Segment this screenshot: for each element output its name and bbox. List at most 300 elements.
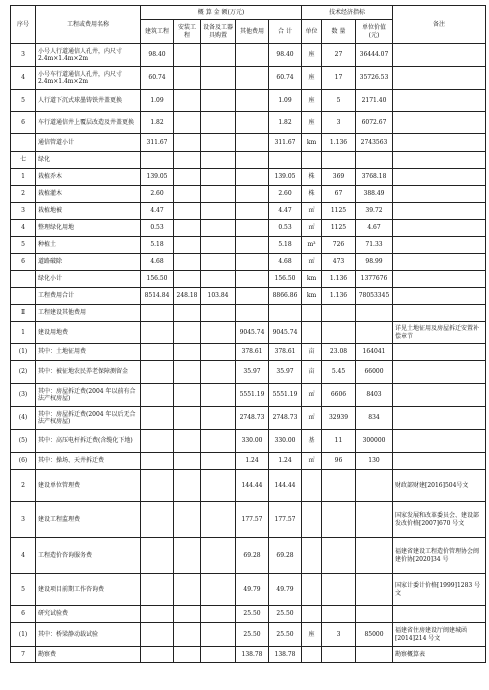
row-name: 整理绿化用地: [36, 220, 141, 237]
row-other: 138.78: [236, 647, 269, 663]
row-remark: [393, 112, 486, 134]
row-other: 378.61: [236, 344, 269, 361]
row-install: [174, 90, 201, 112]
row-remark: [393, 203, 486, 220]
row-install: [174, 470, 201, 502]
row-other: 5551.19: [236, 384, 269, 407]
row-unit: 座: [302, 44, 322, 67]
table-row: [11, 254, 486, 271]
row-qty: [322, 574, 356, 606]
row-name: 小号车行道通信人孔井，内尺寸 2.4m×1.4m×2m: [36, 67, 141, 90]
row-remark: [393, 44, 486, 67]
row-total: 4.47: [269, 203, 302, 220]
row-seq: 4: [11, 538, 36, 574]
row-other: 2748.73: [236, 407, 269, 430]
row-remark: 勘察概算表: [393, 647, 486, 663]
row-name: 小号人行道通信人孔井，内尺寸 2.4m×1.4m×2m: [36, 44, 141, 67]
row-total: 4.68: [269, 254, 302, 271]
row-other: 69.28: [236, 538, 269, 574]
row-other: 330.00: [236, 430, 269, 453]
row-name: 研究试验费: [36, 606, 141, 623]
row-build: [141, 384, 174, 407]
header-install: 安装工程: [174, 20, 201, 44]
row-equip: [201, 384, 236, 407]
row-other: [236, 90, 269, 112]
row-uprice: [356, 574, 393, 606]
row-install: [174, 152, 201, 169]
row-install: 248.18: [174, 288, 201, 305]
row-qty: [322, 606, 356, 623]
row-total: 5551.19: [269, 384, 302, 407]
row-total: 5.18: [269, 237, 302, 254]
row-qty: 1.136: [322, 134, 356, 152]
row-remark: [393, 134, 486, 152]
row-build: 139.05: [141, 169, 174, 186]
row-qty: [322, 152, 356, 169]
row-uprice: 4.67: [356, 220, 393, 237]
row-install: [174, 538, 201, 574]
row-unit: [302, 305, 322, 322]
row-equip: [201, 203, 236, 220]
row-seq: 5: [11, 237, 36, 254]
table-body: [11, 44, 486, 663]
row-install: [174, 384, 201, 407]
row-uprice: 164041: [356, 344, 393, 361]
row-install: [174, 502, 201, 538]
row-unit: ㎡: [302, 203, 322, 220]
row-remark: [393, 152, 486, 169]
row-uprice: 35726.53: [356, 67, 393, 90]
row-build: 1.82: [141, 112, 174, 134]
row-total: 378.61: [269, 344, 302, 361]
row-name: 其中：高压电杆拆迁费(含缆化下地): [36, 430, 141, 453]
row-qty: 1125: [322, 220, 356, 237]
row-equip: [201, 453, 236, 470]
row-uprice: 85000: [356, 623, 393, 647]
row-name: 建设单位管理费: [36, 470, 141, 502]
row-other: [236, 305, 269, 322]
row-other: [236, 186, 269, 203]
row-total: 311.67: [269, 134, 302, 152]
row-build: 1.09: [141, 90, 174, 112]
row-uprice: 1377676: [356, 271, 393, 288]
table-row: [11, 288, 486, 305]
row-other: [236, 254, 269, 271]
row-uprice: [356, 538, 393, 574]
row-seq: [11, 134, 36, 152]
row-install: [174, 112, 201, 134]
row-qty: [322, 647, 356, 663]
row-other: [236, 67, 269, 90]
row-install: [174, 186, 201, 203]
row-qty: 67: [322, 186, 356, 203]
row-other: 1.24: [236, 453, 269, 470]
row-other: 25.50: [236, 623, 269, 647]
row-seq: 7: [11, 647, 36, 663]
row-qty: [322, 502, 356, 538]
row-equip: [201, 574, 236, 606]
row-name: 勘察费: [36, 647, 141, 663]
row-name: 工程建设其他费用: [36, 305, 141, 322]
row-unit: m³: [302, 237, 322, 254]
row-equip: [201, 271, 236, 288]
row-build: 4.47: [141, 203, 174, 220]
table-row: [11, 90, 486, 112]
header-qty: 数 量: [322, 20, 356, 44]
row-uprice: 834: [356, 407, 393, 430]
header-build: 建筑工程: [141, 20, 174, 44]
row-uprice: [356, 470, 393, 502]
row-install: [174, 271, 201, 288]
row-seq: (1): [11, 623, 36, 647]
row-name: 工程费用合计: [36, 288, 141, 305]
row-build: [141, 361, 174, 384]
row-total: 138.78: [269, 647, 302, 663]
row-remark: [393, 430, 486, 453]
table-row: [11, 470, 486, 502]
row-total: 1.24: [269, 453, 302, 470]
row-qty: 473: [322, 254, 356, 271]
row-install: [174, 237, 201, 254]
row-install: [174, 220, 201, 237]
row-qty: 17: [322, 67, 356, 90]
row-other: [236, 112, 269, 134]
row-unit: 座: [302, 90, 322, 112]
row-unit: km: [302, 288, 322, 305]
row-remark: [393, 407, 486, 430]
header-seq: 序号: [11, 6, 36, 44]
row-uprice: [356, 606, 393, 623]
row-build: [141, 305, 174, 322]
row-other: 25.50: [236, 606, 269, 623]
row-build: 2.60: [141, 186, 174, 203]
row-name: 绿化: [36, 152, 141, 169]
row-remark: [393, 305, 486, 322]
row-unit: ㎡: [302, 384, 322, 407]
row-seq: 2: [11, 470, 36, 502]
table-row: [11, 384, 486, 407]
row-seq: 3: [11, 44, 36, 67]
row-equip: [201, 220, 236, 237]
row-uprice: 39.72: [356, 203, 393, 220]
row-unit: ㎡: [302, 220, 322, 237]
row-unit: ㎡: [302, 453, 322, 470]
table-row: [11, 112, 486, 134]
row-qty: 96: [322, 453, 356, 470]
row-remark: [393, 606, 486, 623]
row-seq: (1): [11, 344, 36, 361]
row-equip: [201, 470, 236, 502]
row-build: [141, 430, 174, 453]
row-build: 98.40: [141, 44, 174, 67]
row-equip: [201, 344, 236, 361]
row-name: 栽植灌木: [36, 186, 141, 203]
table-row: [11, 407, 486, 430]
row-install: [174, 430, 201, 453]
row-seq: 6: [11, 606, 36, 623]
row-build: [141, 623, 174, 647]
row-unit: [302, 538, 322, 574]
row-total: 177.57: [269, 502, 302, 538]
table-row: [11, 169, 486, 186]
row-remark: [393, 361, 486, 384]
row-total: 139.05: [269, 169, 302, 186]
row-uprice: [356, 502, 393, 538]
row-equip: [201, 44, 236, 67]
row-qty: 3: [322, 112, 356, 134]
row-qty: 11: [322, 430, 356, 453]
row-equip: [201, 407, 236, 430]
row-name: 建设工程监理费: [36, 502, 141, 538]
row-seq: 4: [11, 220, 36, 237]
row-unit: 座: [302, 112, 322, 134]
row-total: 2748.73: [269, 407, 302, 430]
row-unit: km: [302, 271, 322, 288]
row-remark: [393, 344, 486, 361]
row-uprice: 3768.18: [356, 169, 393, 186]
row-seq: (4): [11, 407, 36, 430]
row-equip: [201, 606, 236, 623]
row-unit: 株: [302, 186, 322, 203]
row-unit: [302, 574, 322, 606]
row-qty: 27: [322, 44, 356, 67]
row-uprice: 36444.07: [356, 44, 393, 67]
row-total: 2.60: [269, 186, 302, 203]
row-build: 311.67: [141, 134, 174, 152]
row-name: 种植土: [36, 237, 141, 254]
row-unit: [302, 606, 322, 623]
row-total: 25.50: [269, 623, 302, 647]
row-qty: 32939: [322, 407, 356, 430]
row-install: [174, 453, 201, 470]
row-name: 人行道下沉式球墨铸铁井盖更换: [36, 90, 141, 112]
row-total: [269, 152, 302, 169]
row-name: 栽植地被: [36, 203, 141, 220]
row-install: [174, 647, 201, 663]
row-seq: (6): [11, 453, 36, 470]
row-unit: 座: [302, 67, 322, 90]
row-build: 0.53: [141, 220, 174, 237]
row-total: 0.53: [269, 220, 302, 237]
row-uprice: 130: [356, 453, 393, 470]
row-remark: [393, 169, 486, 186]
row-remark: 国家发展和改革委员会、建设部发改价格[2007]670 号文: [393, 502, 486, 538]
row-install: [174, 606, 201, 623]
header-estimate: 概 算 金 额(万元): [141, 6, 302, 20]
row-total: 8866.86: [269, 288, 302, 305]
row-seq: 5: [11, 574, 36, 606]
row-unit: 株: [302, 169, 322, 186]
row-unit: [302, 502, 322, 538]
row-uprice: 388.49: [356, 186, 393, 203]
row-other: [236, 271, 269, 288]
row-total: 9045.74: [269, 322, 302, 344]
table-row: [11, 305, 486, 322]
header-remark: 备注: [393, 6, 486, 44]
row-build: [141, 344, 174, 361]
table-row: [11, 574, 486, 606]
row-name: 栽植乔木: [36, 169, 141, 186]
table-row: [11, 623, 486, 647]
row-build: [141, 453, 174, 470]
row-install: [174, 322, 201, 344]
row-remark: [393, 220, 486, 237]
table-row: [11, 361, 486, 384]
row-name: 通信管道小计: [36, 134, 141, 152]
row-install: [174, 305, 201, 322]
row-total: 60.74: [269, 67, 302, 90]
row-qty: 23.08: [322, 344, 356, 361]
table-row: [11, 502, 486, 538]
row-build: 5.18: [141, 237, 174, 254]
row-qty: 5.45: [322, 361, 356, 384]
row-name: 其中：房屋拆迁费(2004 年以后无合法产权房屋): [36, 407, 141, 430]
table-row: [11, 134, 486, 152]
row-equip: 103.84: [201, 288, 236, 305]
row-unit: 座: [302, 623, 322, 647]
row-equip: [201, 647, 236, 663]
row-seq: (3): [11, 384, 36, 407]
row-install: [174, 623, 201, 647]
row-uprice: 8403: [356, 384, 393, 407]
row-qty: 3: [322, 623, 356, 647]
row-install: [174, 67, 201, 90]
row-name: 绿化小计: [36, 271, 141, 288]
row-other: [236, 134, 269, 152]
row-equip: [201, 186, 236, 203]
row-equip: [201, 237, 236, 254]
row-build: [141, 606, 174, 623]
row-remark: [393, 237, 486, 254]
row-equip: [201, 305, 236, 322]
row-build: [141, 502, 174, 538]
row-qty: 369: [322, 169, 356, 186]
table-row: [11, 220, 486, 237]
row-qty: 5: [322, 90, 356, 112]
row-remark: [393, 90, 486, 112]
row-remark: [393, 186, 486, 203]
row-unit: 亩: [302, 344, 322, 361]
row-remark: [393, 271, 486, 288]
table-row: [11, 271, 486, 288]
row-other: [236, 169, 269, 186]
row-build: 156.50: [141, 271, 174, 288]
row-other: 35.97: [236, 361, 269, 384]
row-other: [236, 220, 269, 237]
row-seq: 3: [11, 502, 36, 538]
row-equip: [201, 430, 236, 453]
row-install: [174, 574, 201, 606]
row-seq: [11, 288, 36, 305]
row-build: [141, 322, 174, 344]
row-uprice: [356, 305, 393, 322]
row-build: 4.68: [141, 254, 174, 271]
row-seq: (2): [11, 361, 36, 384]
row-total: 98.40: [269, 44, 302, 67]
row-name: 车行道通信井上覆层改造及井盖更换: [36, 112, 141, 134]
row-install: [174, 169, 201, 186]
row-equip: [201, 169, 236, 186]
row-remark: 国家计委计价格[1999]1283 号文: [393, 574, 486, 606]
table-row: [11, 186, 486, 203]
row-unit: km: [302, 134, 322, 152]
row-seq: 6: [11, 112, 36, 134]
row-other: 177.57: [236, 502, 269, 538]
row-seq: 2: [11, 186, 36, 203]
row-uprice: [356, 647, 393, 663]
row-name: 建设用地费: [36, 322, 141, 344]
row-other: [236, 44, 269, 67]
row-seq: 6: [11, 254, 36, 271]
row-other: 9045.74: [236, 322, 269, 344]
row-uprice: 2743563: [356, 134, 393, 152]
row-name: 其中：被征地农民养老保障测留金: [36, 361, 141, 384]
row-build: [141, 470, 174, 502]
row-install: [174, 254, 201, 271]
table-row: [11, 322, 486, 344]
row-unit: [302, 647, 322, 663]
estimate-table: [10, 5, 486, 663]
row-name: 道路破除: [36, 254, 141, 271]
table-row: [11, 67, 486, 90]
row-qty: 1.136: [322, 288, 356, 305]
row-other: [236, 288, 269, 305]
table-row: [11, 344, 486, 361]
row-remark: 财政部财建[2016]504号文: [393, 470, 486, 502]
row-equip: [201, 112, 236, 134]
row-qty: 1125: [322, 203, 356, 220]
header-uprice: 单位价值(元): [356, 20, 393, 44]
row-total: 330.00: [269, 430, 302, 453]
row-uprice: [356, 152, 393, 169]
row-install: [174, 203, 201, 220]
row-unit: [302, 152, 322, 169]
row-remark: 详见土地征用及房屋拆迁安置补偿章节: [393, 322, 486, 344]
table-row: [11, 453, 486, 470]
row-remark: [393, 384, 486, 407]
row-qty: 726: [322, 237, 356, 254]
row-equip: [201, 90, 236, 112]
row-equip: [201, 322, 236, 344]
row-install: [174, 407, 201, 430]
header-name: 工程或费用名称: [36, 6, 141, 44]
row-other: 144.44: [236, 470, 269, 502]
row-seq: (5): [11, 430, 36, 453]
row-total: 144.44: [269, 470, 302, 502]
row-build: [141, 538, 174, 574]
row-other: [236, 152, 269, 169]
row-remark: [393, 453, 486, 470]
row-equip: [201, 361, 236, 384]
row-total: 69.28: [269, 538, 302, 574]
table-row: [11, 44, 486, 67]
row-qty: [322, 322, 356, 344]
row-remark: 福建省建设工程造价管理协会闽建价协[2020]34 号: [393, 538, 486, 574]
row-name: 其中：房屋拆迁费(2004 年以前有合法产权房屋): [36, 384, 141, 407]
row-uprice: 98.99: [356, 254, 393, 271]
row-total: 35.97: [269, 361, 302, 384]
row-seq: 七: [11, 152, 36, 169]
row-uprice: 71.33: [356, 237, 393, 254]
row-total: 156.50: [269, 271, 302, 288]
row-equip: [201, 254, 236, 271]
row-qty: 1.136: [322, 271, 356, 288]
row-uprice: 300000: [356, 430, 393, 453]
row-qty: 6606: [322, 384, 356, 407]
row-build: 60.74: [141, 67, 174, 90]
row-install: [174, 361, 201, 384]
row-name: 其中：操场、天井拆迁费: [36, 453, 141, 470]
